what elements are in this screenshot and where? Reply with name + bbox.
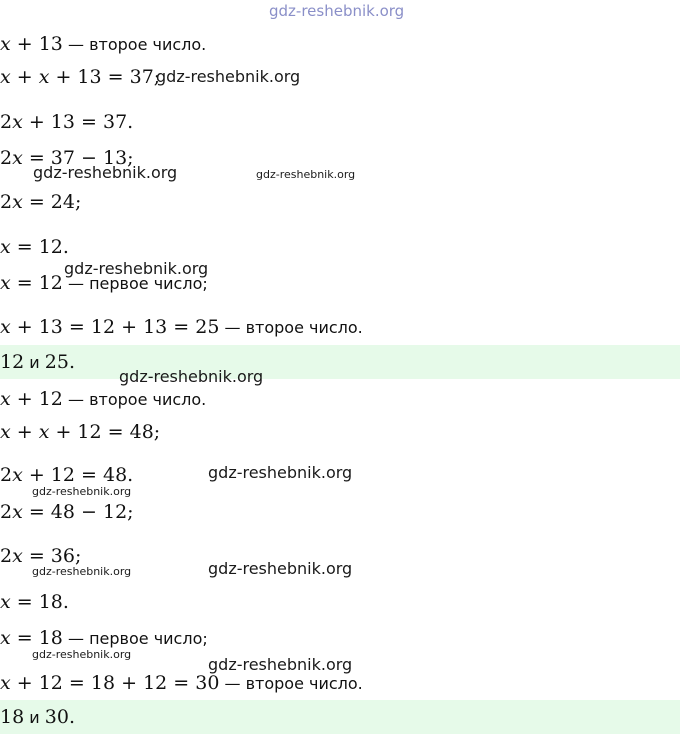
- site-watermark: gdz-reshebnik.org: [208, 463, 353, 482]
- math-expression: x + 12 = 18 + 12 = 30: [0, 672, 220, 694]
- equation-line: [0, 627, 208, 650]
- math-expression: x + x + 12 = 48;: [0, 421, 161, 443]
- equation-line: [0, 591, 69, 613]
- math-expression: x = 18: [0, 627, 63, 649]
- equation-line: [0, 191, 81, 213]
- answer-value-first: 18: [0, 706, 25, 728]
- site-watermark: gdz-reshebnik.org: [64, 259, 209, 278]
- equation-line: [0, 33, 206, 56]
- math-expression: 2x = 37 − 13;: [0, 147, 134, 169]
- math-expression: x + 12: [0, 388, 63, 410]
- answer-value-second: 25.: [44, 351, 75, 373]
- answer-value-first: 12: [0, 351, 25, 373]
- math-expression: 2x = 48 − 12;: [0, 501, 134, 523]
- math-expression: x = 12.: [0, 236, 69, 258]
- equation-line: [0, 236, 69, 258]
- equation-line: [0, 388, 206, 411]
- site-watermark: gdz-reshebnik.org: [208, 655, 353, 674]
- equation-line: [0, 464, 133, 486]
- equation-line: [0, 672, 363, 695]
- site-watermark: gdz-reshebnik.org: [33, 163, 178, 182]
- site-watermark: gdz-reshebnik.org: [32, 648, 132, 661]
- site-watermark: gdz-reshebnik.org: [208, 559, 353, 578]
- site-watermark: gdz-reshebnik.org: [32, 485, 132, 498]
- site-watermark: gdz-reshebnik.org: [119, 367, 264, 386]
- site-watermark: gdz-reshebnik.org: [32, 565, 132, 578]
- math-expression: 2x = 36;: [0, 545, 82, 567]
- equation-line: [0, 501, 134, 523]
- math-expression: x + 13 = 12 + 13 = 25: [0, 316, 220, 338]
- answer-value-second: 30.: [44, 706, 75, 728]
- answer-line: [0, 706, 75, 729]
- answer-box: [0, 345, 680, 379]
- site-watermark: gdz-reshebnik.org: [156, 67, 301, 86]
- math-expression: 2x + 12 = 48.: [0, 464, 134, 486]
- answer-conjunction: и: [24, 708, 45, 727]
- math-expression: x = 12: [0, 272, 63, 294]
- math-expression: x = 18.: [0, 591, 69, 613]
- equation-line: [0, 66, 160, 88]
- line-comment: — второе число.: [219, 674, 363, 693]
- answer-line: [0, 351, 75, 374]
- answer-box: [0, 700, 680, 734]
- line-comment: — второе число.: [62, 35, 207, 54]
- line-comment: — первое число;: [62, 274, 208, 293]
- math-expression: x + x + 13 = 37;: [0, 66, 161, 88]
- site-watermark-header: gdz-reshebnik.org: [269, 2, 405, 20]
- answer-conjunction: и: [24, 353, 45, 372]
- equation-line: [0, 316, 363, 339]
- math-expression: 2x = 24;: [0, 191, 82, 213]
- line-comment: — второе число.: [62, 390, 207, 409]
- line-comment: — первое число;: [62, 629, 208, 648]
- equation-line: [0, 421, 160, 443]
- equation-line: [0, 545, 81, 567]
- equation-line: [0, 111, 133, 133]
- line-comment: — второе число.: [219, 318, 363, 337]
- math-expression: x + 13: [0, 33, 63, 55]
- site-watermark: gdz-reshebnik.org: [256, 168, 356, 181]
- math-expression: 2x + 13 = 37.: [0, 111, 134, 133]
